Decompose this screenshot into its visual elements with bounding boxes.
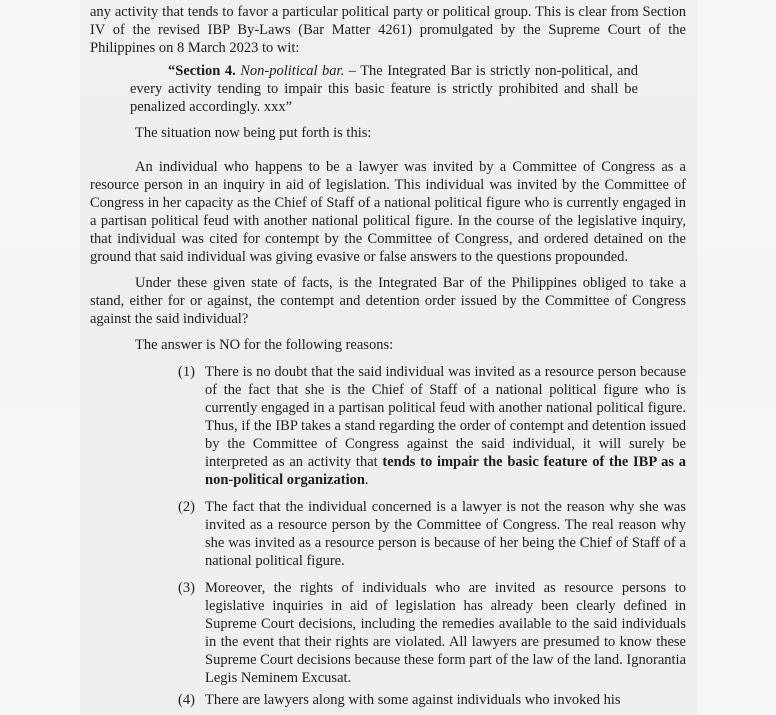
reason-item-1 [178,363,686,489]
question-paragraph: Under these given state of facts, is the Integrated Bar of the Philippines obliged to take a stand, either for or against, the contempt and detention order issued by the Committee of Congress against the said individual? [90,275,686,327]
reason-item-4-clipped [178,691,686,709]
reason-1-segment-regular: There is no doubt that the said individual was invited as a resource person because of the fact that she is the Chief of Staff of a national political figure who is currently engaged in a partisan political feud with another national political figure. Thus, if the IBP takes a stand regarding the order of contempt and detention issued by the Committee of Congress against the said individual, it will surely be interpreted as an activity that [205,364,686,470]
situation-paragraph: An individual who happens to be a lawyer was invited by a Committee of Congress as a resource person in an inquiry in aid of legislation. This individual was invited by the Committee of Congress in her capacity as the Chief of Staff of a national political figure who is currently engaged in a partisan political feud with another national political figure. In the course of the legislative inquiry, that individual was cited for contempt by the Committee of Congress, and ordered detained on the ground that said individual was giving evasive or false answers to the questions propounded. [90,159,686,265]
reason-item-3 [178,579,686,687]
reason-item-2 [178,498,686,570]
intro-paragraph: any activity that tends to favor a particular political party or political group. This is clear from Section IV of the revised IBP By-Laws (Bar Matter 4261) promulgated by the Supreme Court of the Philippines on 8 March 2023 to wit: [90,4,686,56]
reason-number-4: (4) [178,692,195,708]
reason-text-1 [205,363,686,489]
reason-1-segment-period: . [364,472,369,488]
reason-text-4: There are lawyers along with some against individuals who invoked his [205,692,621,708]
reason-number-2: (2) [178,499,195,515]
blockquote-section4 [130,62,638,116]
answer-lead: The answer is NO for the following reasons: [135,337,394,353]
reason-number-1: (1) [178,364,195,380]
quote-section-label: “Section 4. [168,63,236,79]
document-body [90,3,686,709]
reasons-list [178,363,686,709]
quote-section-title: Non-political bar. [235,63,345,79]
reason-text-3: Moreover, the rights of individuals who are invited as resource persons to legislative inquiries in aid of legislation has already been clearly defined in Supreme Court decisions, including the remedies available to the said individuals in the event that their rights are violated. All lawyers are presumed to know these Supreme Court decisions because these form part of the law of the land. Ignorantia Legis Neminem Excusat. [205,580,686,686]
reason-number-3: (3) [178,580,195,596]
reason-text-2: The fact that the individual concerned is a lawyer is not the reason why she was invited as a resource person by the Committee of Congress. The real reason why she was invited as a resource person is because of her being the Chief of Staff of a national political figure. [205,499,686,569]
reason-1-segment-bold: tends to impair the basic feature of the IBP as a non-political organization [205,454,686,488]
quote-section-body: – The Integrated Bar is strictly non-political, and every activity tending to impair this basic feature is strictly prohibited and shall be penalized accordingly. xxx” [130,63,638,115]
situation-lead: The situation now being put forth is this: [135,125,372,141]
